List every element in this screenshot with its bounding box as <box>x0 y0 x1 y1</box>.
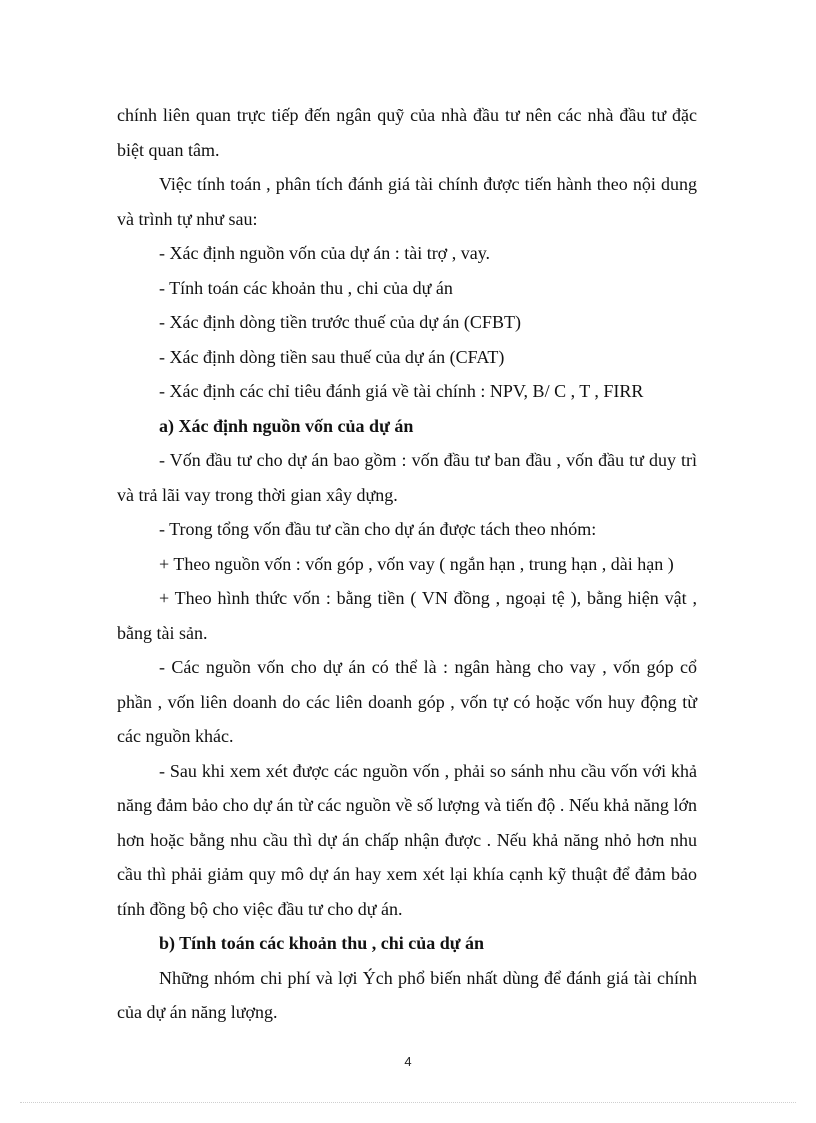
paragraph-investment-capital: - Vốn đầu tư cho dự án bao gồm : vốn đầu tư ban đầu , vốn đầu tư duy trì và trả lãi vay trong thời gian xây dựng. <box>117 450 697 505</box>
paragraph-continuation: chính liên quan trực tiếp đến ngân quỹ của nhà đầu tư nên các nhà đầu tư đặc biệt quan tâm. <box>117 105 697 160</box>
section-heading-a: a) Xác định nguồn vốn của dự án <box>159 415 414 436</box>
list-item-cfbt: - Xác định dòng tiền trước thuế của dự án (CFBT) <box>159 312 521 332</box>
paragraph-capital-groups: - Trong tổng vốn đầu tư cần cho dự án được tách theo nhóm: <box>159 519 597 539</box>
list-item-indicators: - Xác định các chỉ tiêu đánh giá về tài chính : NPV, B/ C , T , FIRR <box>159 381 644 401</box>
page-body <box>117 98 697 1030</box>
paragraph-funding-sources: - Các nguồn vốn cho dự án có thể là : ngân hàng cho vay , vốn góp cổ phần , vốn liên doanh do các liên doanh góp , vốn tự có hoặc vốn huy động từ các nguồn khác. <box>117 657 697 746</box>
list-item-cfat: - Xác định dòng tiền sau thuế của dự án (CFAT) <box>159 346 505 367</box>
paragraph-capital-comparison: - Sau khi xem xét được các nguồn vốn , phải so sánh nhu cầu vốn với khả năng đảm bảo cho dự án từ các nguồn về số lượng và tiến độ . Nếu khả năng lớn hơn hoặc bằng nhu cầu thì dự án chấp nhận được . Nếu khả năng nhỏ hơn nhu cầu thì phải giảm quy mô dự án hay xem xét lại khía cạnh kỹ thuật để đảm bảo tính đồng bộ cho việc đầu tư cho dự án. <box>117 760 697 919</box>
list-item-revenue-costs: - Tính toán các khoản thu , chi của dự án <box>159 277 453 298</box>
page-number: 4 <box>404 1054 412 1069</box>
paragraph-intro: Việc tính toán , phân tích đánh giá tài chính được tiến hành theo nội dung và trình tự như sau: <box>117 174 697 229</box>
list-item-by-form: + Theo hình thức vốn : bằng tiền ( VN đồng , ngoại tệ ), bằng hiện vật , bằng tài sản. <box>117 588 697 643</box>
list-item-capital-sources: - Xác định nguồn vốn của dự án : tài trợ , vay. <box>159 243 491 263</box>
list-item-by-source: + Theo nguồn vốn : vốn góp , vốn vay ( ngắn hạn , trung hạn , dài hạn ) <box>159 553 674 574</box>
page-bottom-divider <box>20 1102 796 1103</box>
paragraph-cost-benefit-groups: Những nhóm chi phí và lợi Ých phổ biến nhất dùng để đánh giá tài chính của dự án năng lượng. <box>117 967 697 1022</box>
section-heading-b: b) Tính toán các khoản thu , chi của dự án <box>159 933 485 953</box>
